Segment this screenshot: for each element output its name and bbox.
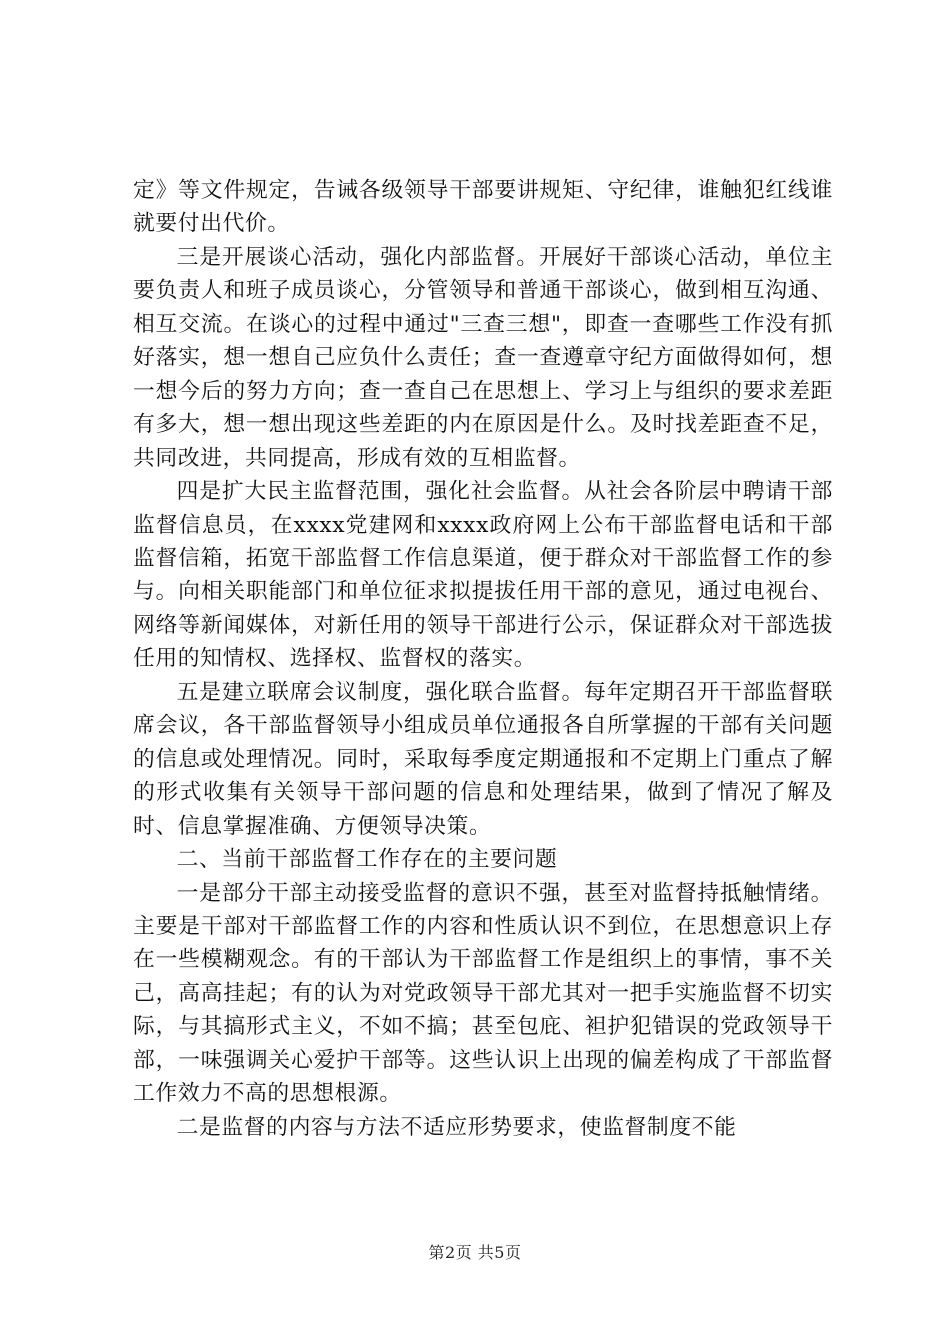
document-body [133,174,833,1144]
paragraph-6: 二是监督的内容与方法不适应形势要求，使监督制度不能 [176,1114,737,1140]
paragraph-4: 五是建立联席会议制度，强化联合监督。每年定期召开干部监督联席会议，各干部监督领导小组成员单位通报各自所掌握的干部有关问题的信息或处理情况。同时，采取每季度定期通报和不定期上门重点了解的形式收集有关领导干部问题的信息和处理结果，做到了情况了解及时、信息掌握准确、方便领导决策。 [133,679,833,839]
paragraph-1: 定》等文件规定，告诫各级领导干部要讲规矩、守纪律，谁触犯红线谁就要付出代价。 [133,178,833,237]
paragraph-2: 三是开展谈心活动，强化内部监督。开展好干部谈心活动，单位主要负责人和班子成员谈心，分管领导和普通干部谈心，做到相互沟通、相互交流。在谈心的过程中通过"三查三想"，即查一查哪些工作没有抓好落实，想一想自己应负什么责任；查一查遵章守纪方面做得如何，想一想今后的努力方向；查一查自己在思想上、学习上与组织的要求差距有多大，想一想出现这些差距的内在原因是什么。及时找差距查不足，共同改进，共同提高，形成有效的互相监督。 [133,244,833,471]
page-footer: 第2页 共5页 [428,1243,522,1262]
paragraph-3: 四是扩大民主监督范围，强化社会监督。从社会各阶层中聘请干部监督信息员，在xxxx党建网和xxxx政府网上公布干部监督电话和干部监督信箱，拓宽干部监督工作信息渠道，便于群众对干部监督工作的参与。向相关职能部门和单位征求拟提拔任用干部的意见，通过电视台、网络等新闻媒体，对新任用的领导干部进行公示，保证群众对干部选拔任用的知情权、选择权、监督权的落实。 [133,479,833,672]
paragraph-5: 一是部分干部主动接受监督的意识不强，甚至对监督持抵触情绪。主要是干部对干部监督工作的内容和性质认识不到位，在思想意识上存在一些模糊观念。有的干部认为干部监督工作是组织上的事情，事不关己，高高挂起；有的认为对党政领导干部尤其对一把手实施监督不切实际，与其搞形式主义，不如不搞；甚至包庇、袒护犯错误的党政领导干部，一味强调关心爱护干部等。这些认识上出现的偏差构成了干部监督工作效力不高的思想根源。 [133,880,833,1107]
section-heading: 二、当前干部监督工作存在的主要问题 [176,847,558,873]
